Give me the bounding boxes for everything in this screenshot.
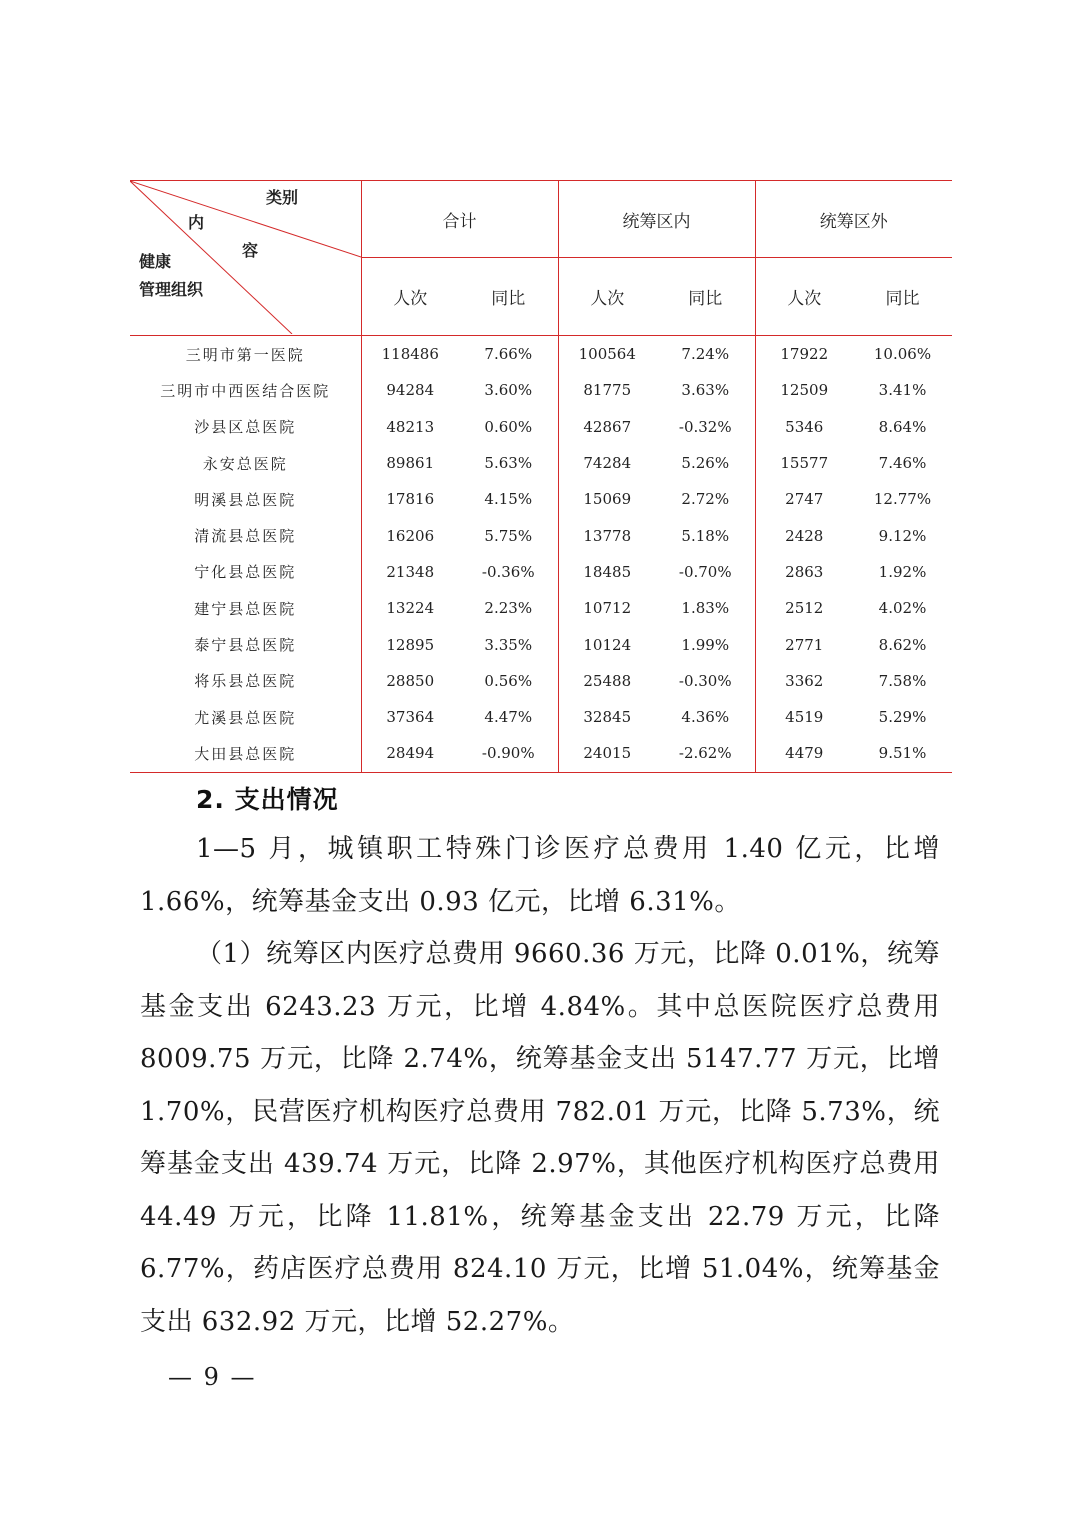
yoy-cell: 3.63% xyxy=(681,381,730,400)
hospital-name: 建宁县总医院 xyxy=(194,599,297,618)
hospital-name: 尤溪县总医院 xyxy=(194,708,297,727)
yoy-cell: 0.60% xyxy=(484,417,533,436)
table-row xyxy=(130,554,952,590)
table-row xyxy=(130,626,952,662)
visits-cell: 4479 xyxy=(755,735,853,772)
group-header-in-region: 统筹区内 xyxy=(558,181,755,258)
yoy-cell: 5.75% xyxy=(484,526,533,545)
yoy-cell: 8.64% xyxy=(878,417,927,436)
corner-label-org-2: 管理组织 xyxy=(139,280,204,299)
visits-cell: 48213 xyxy=(361,409,459,445)
visits-cell: 28850 xyxy=(361,663,459,699)
section-heading: 2. 支出情况 xyxy=(196,785,339,814)
yoy-cell: 10.06% xyxy=(873,345,932,364)
visits-cell: 74284 xyxy=(558,445,656,481)
visits-cell: 94284 xyxy=(361,372,459,408)
yoy-cell: 4.47% xyxy=(484,708,533,727)
visits-cell: 32845 xyxy=(558,699,656,735)
subheader-yoy: 同比 xyxy=(853,258,952,336)
corner-label-content-2: 容 xyxy=(242,241,259,260)
visits-cell: 16206 xyxy=(361,517,459,553)
yoy-cell: 4.15% xyxy=(484,490,533,509)
page-number: — 9 — xyxy=(168,1363,257,1391)
hospital-name: 明溪县总医院 xyxy=(194,490,297,509)
yoy-cell: 9.51% xyxy=(853,735,952,772)
visits-cell: 15577 xyxy=(755,445,853,481)
yoy-cell: -0.70% xyxy=(678,562,732,581)
visits-cell: 3362 xyxy=(755,663,853,699)
visits-cell: 18485 xyxy=(558,554,656,590)
visits-cell: 25488 xyxy=(558,663,656,699)
subheader-yoy: 同比 xyxy=(459,258,558,336)
visits-cell: 37364 xyxy=(361,699,459,735)
visits-cell: 100564 xyxy=(558,336,656,373)
corner-label-category: 类别 xyxy=(266,188,299,207)
table-row xyxy=(130,336,952,373)
yoy-cell: -2.62% xyxy=(656,735,755,772)
yoy-cell: 3.41% xyxy=(878,381,927,400)
yoy-cell: 12.77% xyxy=(873,490,932,509)
table-row xyxy=(130,663,952,699)
group-header-total: 合计 xyxy=(361,181,558,258)
yoy-cell: 7.66% xyxy=(484,345,533,364)
hospital-name: 三明市第一医院 xyxy=(185,345,305,364)
yoy-cell: 5.29% xyxy=(878,708,927,727)
yoy-cell: 2.23% xyxy=(484,599,533,618)
visits-cell: 2747 xyxy=(755,481,853,517)
visits-cell: 89861 xyxy=(361,445,459,481)
group-header-out-region: 统筹区外 xyxy=(755,181,952,258)
subheader-visits: 人次 xyxy=(558,258,656,336)
yoy-cell: 4.36% xyxy=(681,708,730,727)
hospital-name: 清流县总医院 xyxy=(194,527,297,546)
visits-cell: 12509 xyxy=(755,372,853,408)
visits-cell: 42867 xyxy=(558,409,656,445)
table-row xyxy=(130,481,952,517)
hospital-name: 沙县区总医院 xyxy=(194,418,297,437)
yoy-cell: 1.99% xyxy=(681,635,730,654)
yoy-cell: 3.60% xyxy=(484,381,533,400)
corner-label-org-1: 健康 xyxy=(139,252,172,271)
hospital-name: 大田县总医院 xyxy=(130,735,361,772)
yoy-cell: 5.18% xyxy=(681,526,730,545)
table-row xyxy=(130,590,952,626)
yoy-cell: 1.92% xyxy=(878,562,927,581)
visits-cell: 13778 xyxy=(558,517,656,553)
visits-cell: 10712 xyxy=(558,590,656,626)
yoy-cell: 7.58% xyxy=(878,671,927,690)
table-row xyxy=(130,735,952,772)
visits-cell: 13224 xyxy=(361,590,459,626)
hospital-name: 永安总医院 xyxy=(202,454,288,473)
table-row xyxy=(130,517,952,553)
subheader-visits: 人次 xyxy=(755,258,853,336)
diagonal-header-cell xyxy=(130,181,361,336)
table-row xyxy=(130,409,952,445)
visits-cell: 28494 xyxy=(361,735,459,772)
yoy-cell: 0.56% xyxy=(484,671,533,690)
visits-cell: 81775 xyxy=(558,372,656,408)
yoy-cell: 1.83% xyxy=(681,599,730,618)
yoy-cell: 5.63% xyxy=(484,454,533,473)
visits-cell: 21348 xyxy=(361,554,459,590)
subheader-yoy: 同比 xyxy=(656,258,755,336)
yoy-cell: -0.36% xyxy=(481,562,535,581)
visits-cell: 2771 xyxy=(755,626,853,662)
hospital-name: 三明市中西医结合医院 xyxy=(160,381,331,400)
paragraph-summary: 1—5 月，城镇职工特殊门诊医疗总费用 1.40 亿元，比增 1.66%，统筹基金支出 0.93 亿元，比增 6.31%。 xyxy=(140,834,940,917)
yoy-cell: 2.72% xyxy=(681,490,730,509)
corner-label-content-1: 内 xyxy=(188,213,205,232)
yoy-cell: 9.12% xyxy=(878,526,927,545)
hospital-name: 泰宁县总医院 xyxy=(194,636,297,655)
yoy-cell: 3.35% xyxy=(484,635,533,654)
visits-cell: 17816 xyxy=(361,481,459,517)
visits-cell: 24015 xyxy=(558,735,656,772)
yoy-cell: -0.32% xyxy=(678,417,732,436)
visits-cell: 2512 xyxy=(755,590,853,626)
subheader-visits: 人次 xyxy=(361,258,459,336)
table-row xyxy=(130,699,952,735)
visits-cell: 17922 xyxy=(755,336,853,373)
visits-cell: 15069 xyxy=(558,481,656,517)
yoy-cell: 4.02% xyxy=(878,599,927,618)
visits-cell: 5346 xyxy=(755,409,853,445)
hospital-name: 将乐县总医院 xyxy=(194,672,297,691)
table-row xyxy=(130,445,952,481)
yoy-cell: 5.26% xyxy=(681,454,730,473)
yoy-cell: -0.30% xyxy=(678,671,732,690)
hospital-visits-table xyxy=(130,180,952,773)
visits-cell: 2428 xyxy=(755,517,853,553)
table-body xyxy=(130,336,952,773)
yoy-cell: 7.46% xyxy=(878,454,927,473)
visits-cell: 12895 xyxy=(361,626,459,662)
yoy-cell: -0.90% xyxy=(459,735,558,772)
yoy-cell: 7.24% xyxy=(681,345,730,364)
paragraph-in-region-detail: （1）统筹区内医疗总费用 9660.36 万元，比降 0.01%，统筹基金支出 6243.23 万元，比增 4.84%。其中总医院医疗总费用 8009.75 万元，比降 2.74%，统筹基金支出 5147.77 万元，比增 1.70%，民营医疗机构医疗总费用 782.01 万元，比降 5.73%，统筹基金支出 439.74 万元，比降 2.97%，其他医疗机构医疗总费用 44.49 万元，比降 11.81%，统筹基金支出 22.79 万元，比降 6.77%，药店医疗总费用 824.10 万元，比增 51.04%，统筹基金支出 632.92 万元，比增 52.27%。 xyxy=(140,939,940,1337)
yoy-cell: 8.62% xyxy=(878,635,927,654)
hospital-name: 宁化县总医院 xyxy=(194,563,297,582)
visits-cell: 118486 xyxy=(361,336,459,373)
visits-cell: 2863 xyxy=(755,554,853,590)
table-row xyxy=(130,372,952,408)
visits-cell: 10124 xyxy=(558,626,656,662)
visits-cell: 4519 xyxy=(755,699,853,735)
